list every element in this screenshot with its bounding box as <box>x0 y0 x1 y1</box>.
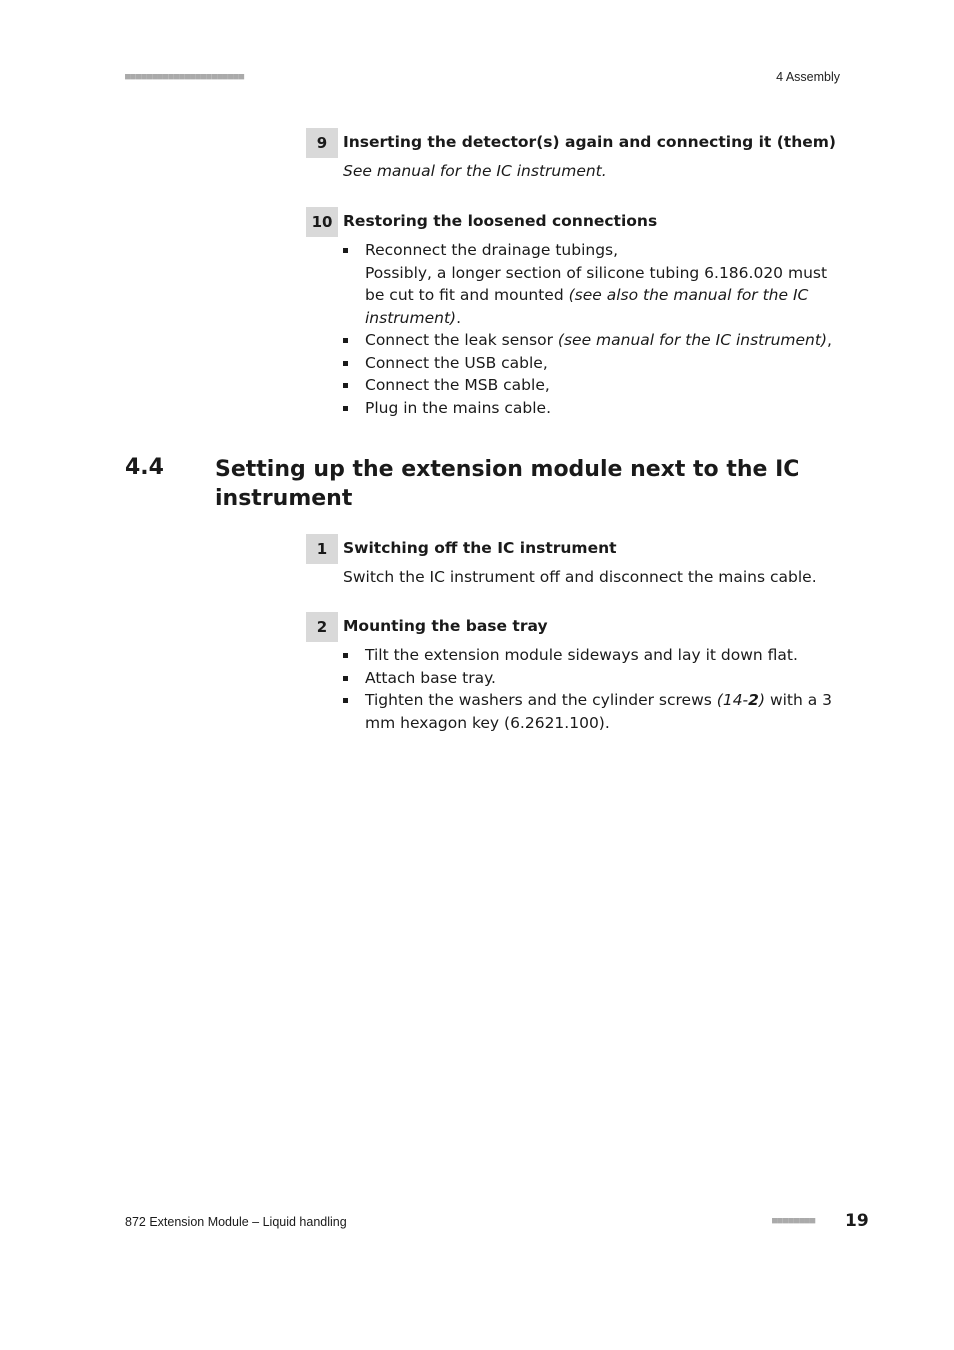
step-text: See manual for the IC instrument. <box>343 162 607 180</box>
bullet-punct: . <box>456 308 461 327</box>
section-number: 4.4 <box>125 455 164 480</box>
step-title: Switching off the IC instrument <box>343 539 617 557</box>
list-item <box>343 374 833 397</box>
list-item <box>343 329 833 352</box>
list-item <box>343 352 833 375</box>
bullet-text: Connect the MSB cable, <box>365 376 550 394</box>
header-chapter: 4 Assembly <box>776 70 840 84</box>
list-item <box>343 689 833 734</box>
step-number: 10 <box>306 207 338 237</box>
bullet-text: Plug in the mains cable. <box>365 398 552 417</box>
bullet-text: Attach base tray. <box>365 668 496 687</box>
header-decoration: ■■■■■■■■■■■■■■■■■■■■■■ <box>125 72 245 82</box>
step-number: 9 <box>306 128 338 158</box>
bullet-reference: (see manual for the IC instrument) <box>557 331 828 349</box>
step-title: Restoring the loosened connections <box>343 212 658 230</box>
step-number: 1 <box>306 534 338 564</box>
step-title: Inserting the detector(s) again and connecting it (them) <box>343 133 836 151</box>
bullet-text: Tighten the washers and the cylinder screws <box>365 691 717 709</box>
figure-reference-item: 2 <box>748 691 759 709</box>
step-text: Switch the IC instrument off and disconnect the mains cable. <box>343 568 817 586</box>
figure-reference: (14- <box>716 691 749 709</box>
list-item <box>343 644 833 667</box>
bullet-list <box>343 239 833 419</box>
bullet-list <box>343 644 833 734</box>
bullet-text: Possibly, a longer section of silicone tubing 6.186.020 must be cut to fit and mounted <box>365 263 828 304</box>
step-title: Mounting the base tray <box>343 617 548 635</box>
list-item <box>343 397 833 420</box>
step-number: 2 <box>306 612 338 642</box>
footer-decoration: ■■■■■■■■ <box>772 1216 816 1226</box>
step-body <box>343 239 833 419</box>
bullet-text: Connect the leak sensor <box>365 331 558 349</box>
section-title: Setting up the extension module next to the IC instrument <box>215 457 800 511</box>
step-body <box>343 644 833 734</box>
page-number: 19 <box>845 1211 869 1231</box>
figure-reference: ) <box>758 691 766 709</box>
bullet-text: Reconnect the drainage tubings, <box>365 241 619 259</box>
list-item <box>343 667 833 690</box>
footer-title: 872 Extension Module – Liquid handling <box>125 1215 347 1229</box>
bullet-reference: (see also the manual for the IC instrument) <box>365 286 809 327</box>
list-item <box>343 239 833 329</box>
bullet-text: with a 3 mm hexagon key (6.2621.100). <box>365 691 833 732</box>
bullet-punct: , <box>827 331 832 349</box>
bullet-text: Tilt the extension module sideways and lay it down flat. <box>365 646 798 664</box>
bullet-text: Connect the USB cable, <box>365 353 548 372</box>
